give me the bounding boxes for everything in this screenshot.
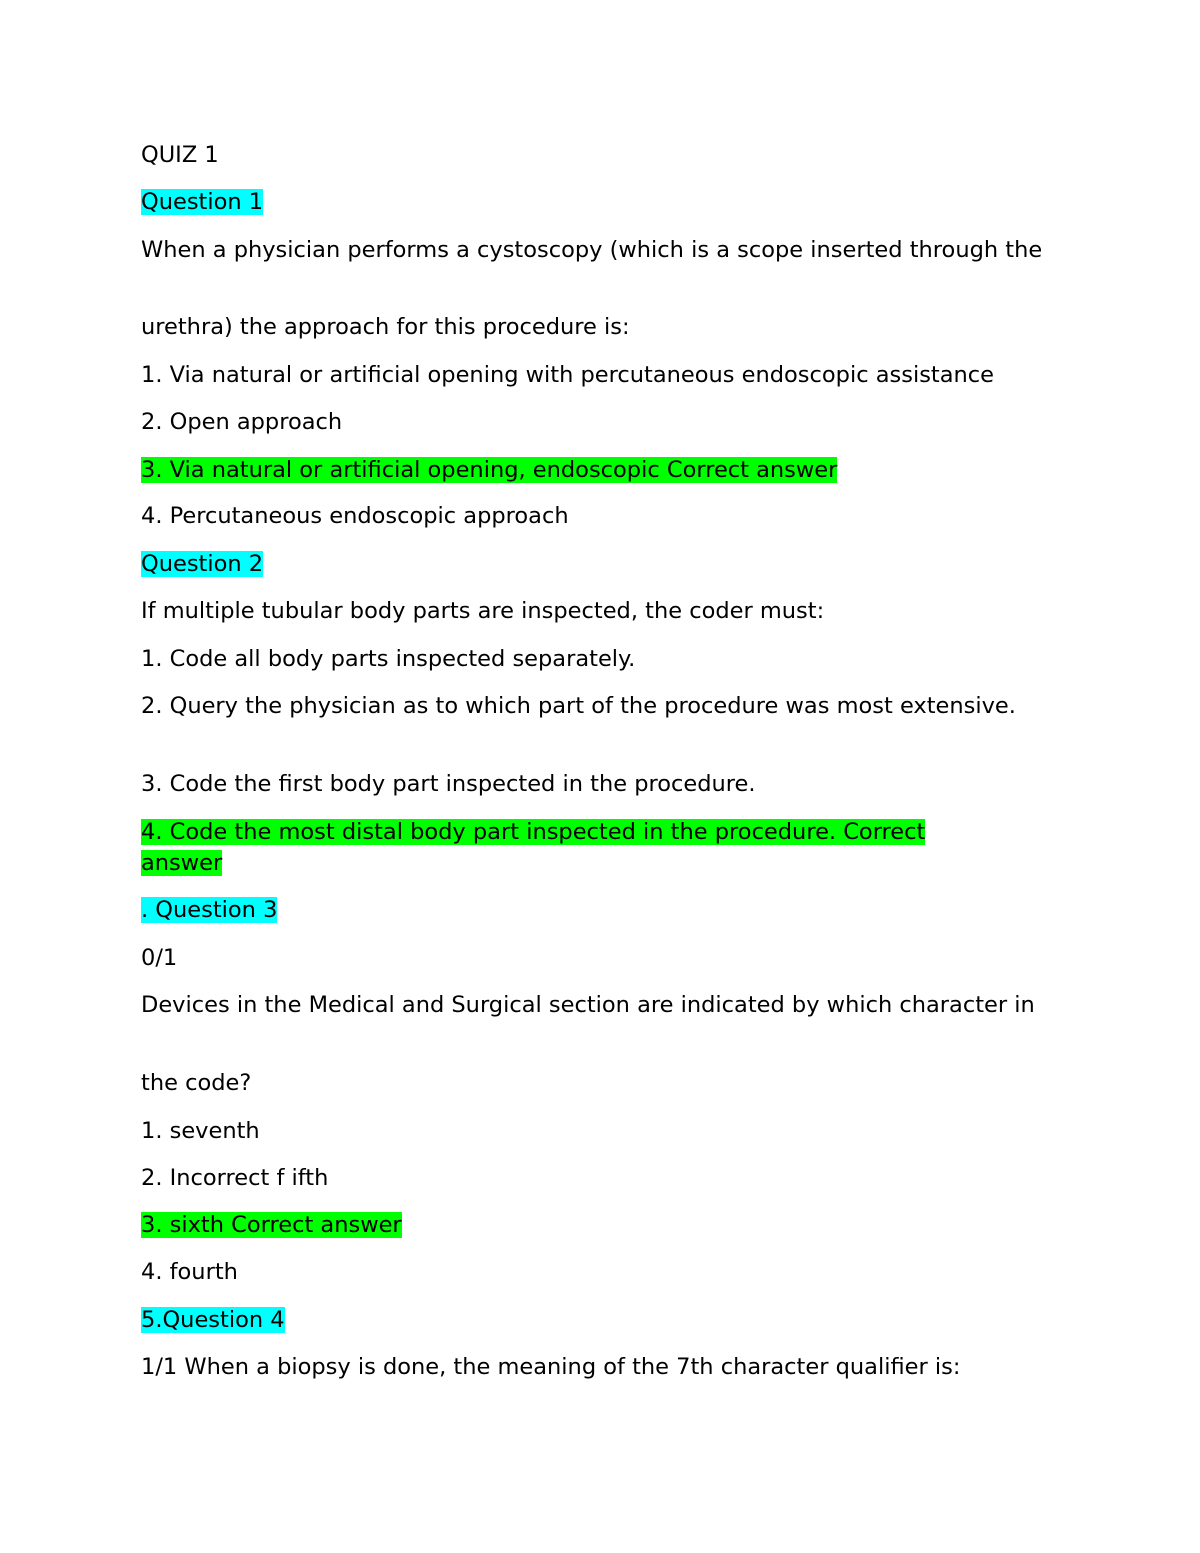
question-1-option-4: 4. Percutaneous endoscopic approach [141,503,569,529]
question-2-heading: Question 2 [141,551,264,577]
quiz-title: QUIZ 1 [141,142,219,168]
question-1-prompt: When a physician performs a cystoscopy (which is a scope inserted through the [141,237,1043,263]
question-1-prompt-cont: urethra) the approach for this procedure is: [141,314,630,340]
question-4-prompt: 1/1 When a biopsy is done, the meaning of the 7th character qualifier is: [141,1354,961,1380]
question-2-option-4-correct: 4. Code the most distal body part inspected in the procedure. Correct answer [141,819,926,876]
question-3-heading: . Question 3 [141,897,278,923]
question-1-heading: Question 1 [141,189,264,215]
question-3-score: 0/1 [141,945,178,971]
question-3-option-4: 4. fourth [141,1259,238,1285]
question-1-option-3-correct: 3. Via natural or artificial opening, endoscopic Correct answer [141,457,838,483]
question-4-heading: 5.Question 4 [141,1307,285,1333]
question-1-option-1: 1. Via natural or artificial opening with percutaneous endoscopic assistance [141,362,995,388]
question-2-option-3: 3. Code the first body part inspected in the procedure. [141,771,756,797]
question-3-prompt: Devices in the Medical and Surgical section are indicated by which character in [141,992,1035,1018]
question-2-option-1: 1. Code all body parts inspected separately. [141,646,636,672]
question-1-option-2: 2. Open approach [141,409,343,435]
question-3-option-3-correct: 3. sixth Correct answer [141,1212,402,1238]
question-2-option-2: 2. Query the physician as to which part of the procedure was most extensive. [141,693,1016,719]
question-2-prompt: If multiple tubular body parts are inspected, the coder must: [141,598,825,624]
question-3-prompt-cont: the code? [141,1070,252,1096]
question-3-option-1: 1. seventh [141,1118,260,1144]
question-3-option-2: 2. Incorrect f ifth [141,1165,329,1191]
